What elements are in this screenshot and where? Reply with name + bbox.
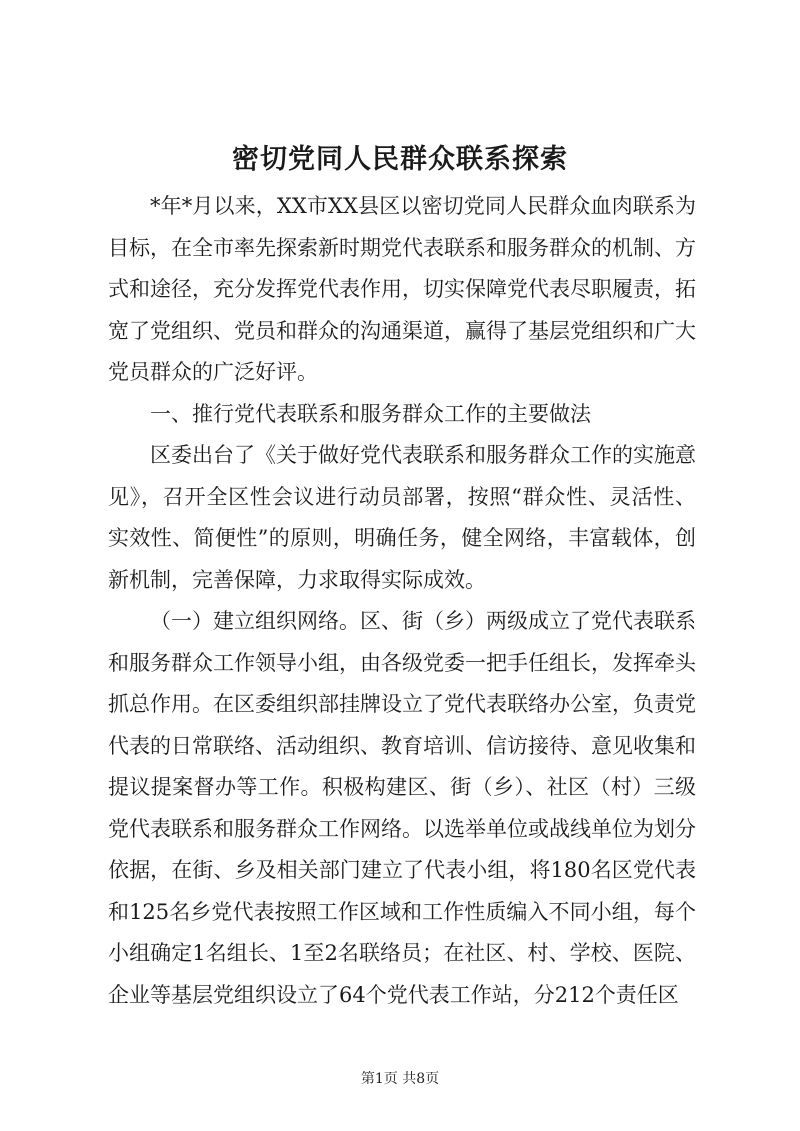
page-title: 密切党同人民群众联系探索 [232, 144, 568, 175]
section-heading-1: 一、推行党代表联系和服务群众工作的主要做法 [150, 401, 591, 426]
paragraph-section-1: 区委出台了《关于做好党代表联系和服务群众工作的实施意见》，召开全区性会议进行动员部署，按照“群众性、灵活性、实效性、简便性”的原则，明确任务，健全网络，丰富载体，创新机制，完善保障，力求取得实际成效。 [108, 443, 696, 592]
page-footer: 第1页 共8页 [360, 1071, 440, 1087]
paragraph-subsection-1: （一）建立组织网络。区、街（乡）两级成立了党代表联系和服务群众工作领导小组，由各级党委一把手任组长，发挥牵头抓总作用。在区委组织部挂牌设立了党代表联络办公室，负责党代表的日常联络、活动组织、教育培训、信访接待、意见收集和提议提案督办等工作。积极构建区、街（乡）、社区（村）三级党代表联系和服务群众工作网络。以选举单位或战线单位为划分依据，在街、乡及相关部门建立了代表小组，将180名区党代表和125名乡党代表按照工作区域和工作性质编入不同小组，每个小组确定1名组长、1至2名联络员；在社区、村、学校、医院、企业等基层党组织设立了64个党代表工作站，分212个责任区 [108, 609, 696, 1007]
document-body [108, 186, 696, 1016]
paragraph-intro: *年*月以来，XX市XX县区以密切党同人民群众血肉联系为目标，在全市率先探索新时期党代表联系和服务群众的机制、方式和途径，充分发挥党代表作用，切实保障党代表尽职履责，拓宽了党组织、党员和群众的沟通渠道，赢得了基层党组织和广大党员群众的广泛好评。 [108, 194, 696, 384]
